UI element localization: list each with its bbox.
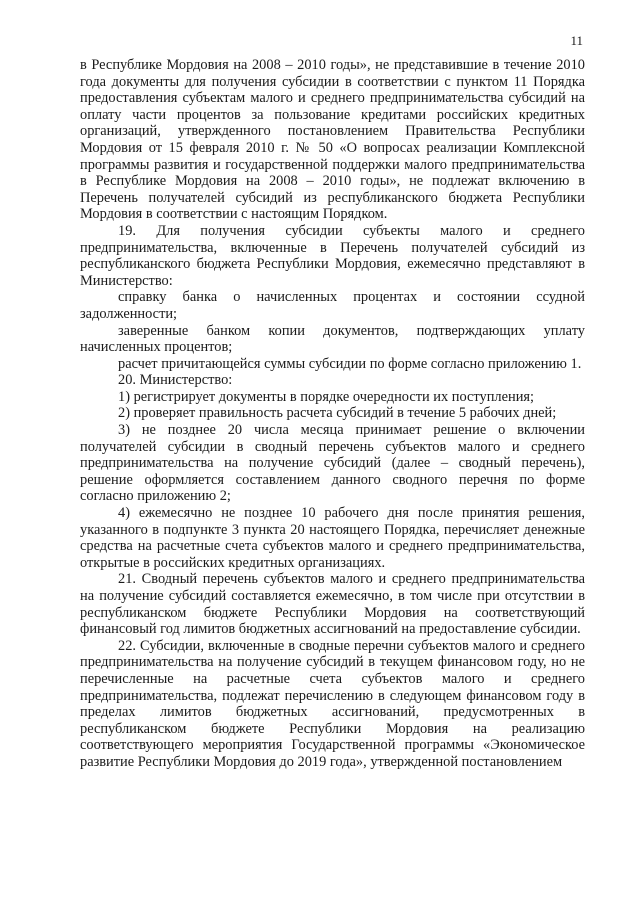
list-item-document-copies: заверенные банком копии документов, подтверждающих уплату начисленных процентов; <box>80 322 585 356</box>
paragraph-22: 22. Субсидии, включенные в сводные перечни субъектов малого и среднего предпринимательства на получение субсидий в текущем финансовом году, но не перечисленные на расчетные счета субъектов малого и среднего предпринимательства, подлежат перечислению в следующем финансовом году в пределах лимитов бюджетных ассигнований, предусмотренных в республиканском бюджете Республики Мордовия на реализацию соответствующего мероприятия Государственной программы «Экономическое развитие Республики Мордовия до 2019 года», утвержденной постановлением <box>80 637 585 770</box>
list-item-bank-certificate: справку банка о начисленных процентах и состоянии ссудной задолженности; <box>80 289 585 322</box>
paragraph-21: 21. Сводный перечень субъектов малого и среднего предпринимательства на получение субсидий составляется ежемесячно, в том числе при отсутствии в республиканском бюджете Республики Мордовия на соответствующий финансовый год лимитов бюджетных ассигнований на предоставление субсидии. <box>80 571 585 638</box>
paragraph-19: 19. Для получения субсидии субъекты малого и среднего предпринимательства, включенные в Перечень получателей субсидий из республиканского бюджета Республики Мордовия, ежемесячно представляют в Министерство: <box>80 222 585 289</box>
paragraph-20: 20. Министерство: <box>118 372 233 389</box>
page-number: 11 <box>570 33 583 48</box>
paragraph-continuation: в Республике Мордовия на 2008 – 2010 годы», не представившие в течение 2010 года документы для получения субсидии в соответствии с пунктом 11 Порядка предоставления субъектам малого и среднего предпринимательства субсидий на оплату части процентов за пользование кредитами российских кредитных организаций, утвержденного постановлением Правительства Республики Мордовия от 15 февраля 2010 г. № 50 «О вопросах реализации Комплексной программы развития и государственной поддержки малого предпринимательства в Республике Мордовия на 2008 – 2010 годы», не подлежат включению в Перечень получателей субсидий из республиканского бюджета Республики Мордовия в соответствии с настоящим Порядком. <box>80 57 585 223</box>
list-item-20-1: 1) регистрирует документы в порядке очередности их поступления; <box>118 388 535 405</box>
list-item-20-3: 3) не позднее 20 числа месяца принимает решение о включении получателей субсидии в сводный перечень субъектов малого и среднего предпринимательства на получение субсидий (далее – сводный перечень), решение оформляется составлением данного сводного перечня по форме согласно приложению 2; <box>80 422 585 505</box>
list-item-subsidy-calculation: расчет причитающейся суммы субсидии по форме согласно приложению 1. <box>118 355 582 372</box>
document-body <box>80 57 585 771</box>
list-item-20-2: 2) проверяет правильность расчета субсидий в течение 5 рабочих дней; <box>118 405 557 422</box>
list-item-20-4: 4) ежемесячно не позднее 10 рабочего дня после принятия решения, указанного в подпункте 3 пункта 20 настоящего Порядка, перечисляет денежные средства на расчетные счета субъектов малого и среднего предпринимательства, открытые в российских кредитных организациях. <box>80 505 585 571</box>
